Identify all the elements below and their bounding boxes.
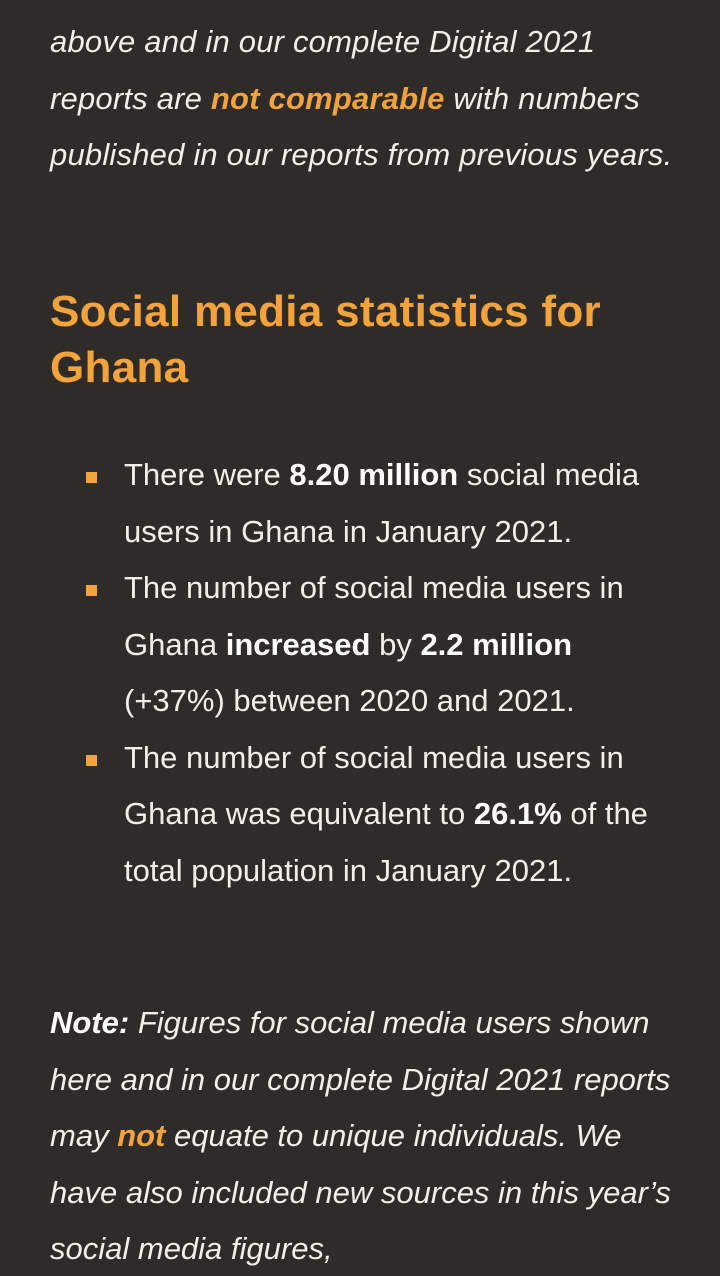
intro-text-before: above and in our complete Digital 2021 reports are bbox=[50, 24, 596, 116]
intro-text-after: with numbers published in our reports from previous years. bbox=[50, 80, 673, 172]
bullet-item-users bbox=[0, 447, 720, 560]
bullet-text: The number of social media users in Ghana was equivalent to bbox=[124, 739, 624, 831]
note-paragraph bbox=[50, 995, 690, 1276]
bullet-item-share bbox=[0, 730, 720, 900]
section-heading: Social media statistics for Ghana bbox=[50, 287, 601, 392]
note-text-after: equate to unique individuals. We have also included new sources in this year’s social media figures, bbox=[50, 1118, 671, 1266]
intro-paragraph bbox=[50, 14, 690, 184]
bullet-stat: 2.2 million bbox=[420, 626, 573, 662]
stats-bullet-list bbox=[0, 447, 720, 899]
note-label: Note: bbox=[50, 1005, 130, 1040]
square-bullet-icon bbox=[86, 472, 97, 483]
intro-highlight: not comparable bbox=[210, 80, 445, 116]
bullet-stat: 8.20 million bbox=[289, 457, 459, 492]
bullet-text: of the total population in January 2021. bbox=[124, 796, 648, 888]
note-text-before: Figures for social media users shown here and in our complete Digital 2021 reports may bbox=[50, 1005, 671, 1153]
bullet-text: by bbox=[370, 626, 421, 662]
bullet-text: There were bbox=[124, 457, 290, 492]
note-highlight: not bbox=[117, 1118, 166, 1153]
bullet-item-growth bbox=[0, 560, 720, 730]
bullet-text: (+37%) between 2020 and 2021. bbox=[124, 683, 575, 718]
square-bullet-icon bbox=[86, 755, 97, 766]
square-bullet-icon bbox=[86, 585, 97, 596]
bullet-text: The number of social media users in Ghana bbox=[124, 570, 624, 662]
bullet-stat: increased bbox=[225, 626, 371, 662]
bullet-stat: 26.1% bbox=[473, 796, 562, 831]
bullet-text: social media users in Ghana in January 2021. bbox=[124, 457, 640, 549]
